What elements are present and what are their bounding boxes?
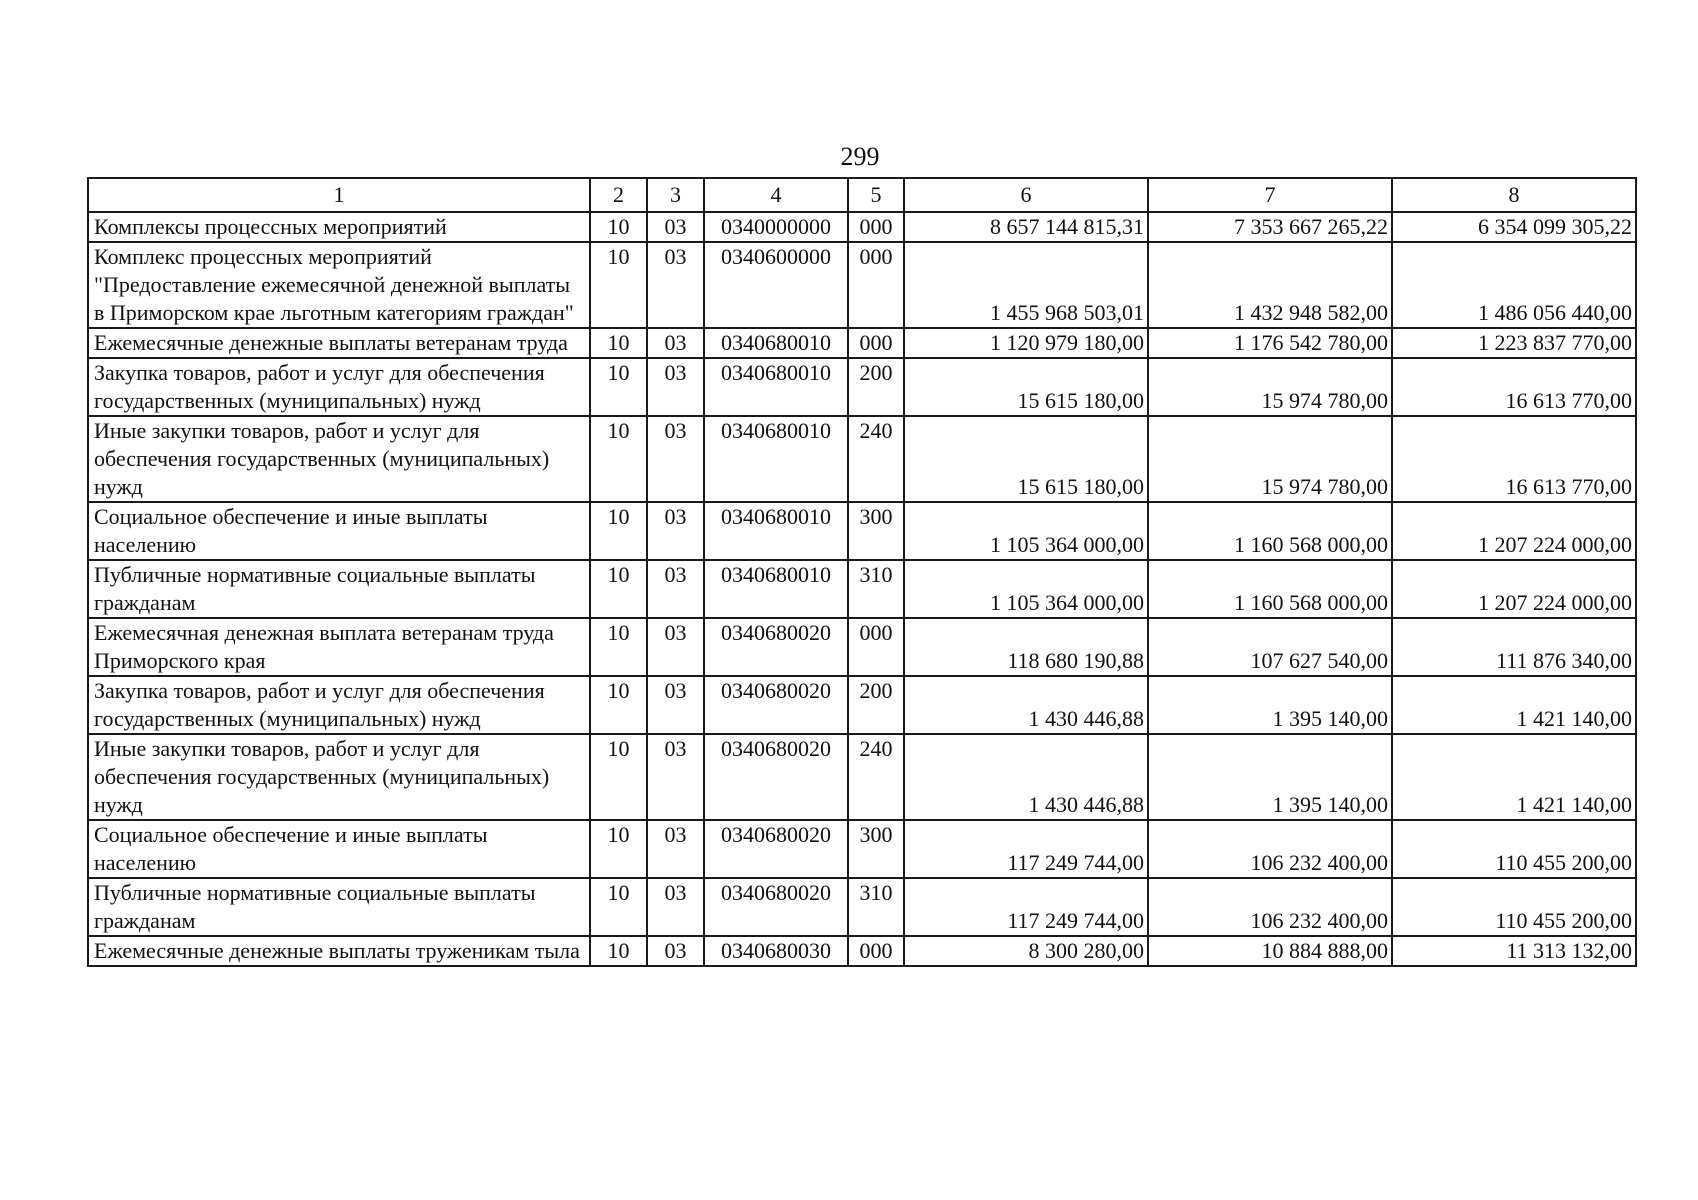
amount-col8-cell: 1 223 837 770,00 [1392,328,1636,358]
row-name-cell: Ежемесячная денежная выплата ветеранам труда Приморского края [88,618,590,676]
amount-col6-cell: 1 105 364 000,00 [904,560,1148,618]
subsection-code-cell: 03 [647,328,704,358]
row-name-cell: Социальное обеспечение и иные выплаты населению [88,502,590,560]
target-article-cell: 0340680020 [704,618,848,676]
row-name-cell: Иные закупки товаров, работ и услуг для обеспечения государственных (муниципальных) нужд [88,734,590,820]
amount-col6-cell: 1 120 979 180,00 [904,328,1148,358]
amount-col7-cell: 1 176 542 780,00 [1148,328,1392,358]
amount-col6-cell: 15 615 180,00 [904,358,1148,416]
row-name-cell: Публичные нормативные социальные выплаты гражданам [88,560,590,618]
amount-col6-cell: 118 680 190,88 [904,618,1148,676]
target-article-cell: 0340000000 [704,212,848,242]
subsection-code-cell: 03 [647,502,704,560]
amount-col7-cell: 1 395 140,00 [1148,676,1392,734]
expense-type-cell: 000 [848,936,904,966]
column-header: 2 [590,178,647,212]
amount-col7-cell: 10 884 888,00 [1148,936,1392,966]
expense-type-cell: 240 [848,416,904,502]
target-article-cell: 0340600000 [704,242,848,328]
table-row [88,416,1636,502]
amount-col7-cell: 15 974 780,00 [1148,358,1392,416]
table-row [88,328,1636,358]
amount-col6-cell: 8 657 144 815,31 [904,212,1148,242]
column-header: 4 [704,178,848,212]
expense-type-cell: 240 [848,734,904,820]
subsection-code-cell: 03 [647,560,704,618]
subsection-code-cell: 03 [647,416,704,502]
expense-type-cell: 310 [848,878,904,936]
amount-col8-cell: 1 486 056 440,00 [1392,242,1636,328]
section-code-cell: 10 [590,560,647,618]
expense-type-cell: 310 [848,560,904,618]
subsection-code-cell: 03 [647,936,704,966]
amount-col8-cell: 1 207 224 000,00 [1392,502,1636,560]
column-header: 6 [904,178,1148,212]
subsection-code-cell: 03 [647,618,704,676]
expense-type-cell: 300 [848,502,904,560]
section-code-cell: 10 [590,416,647,502]
amount-col8-cell: 16 613 770,00 [1392,416,1636,502]
target-article-cell: 0340680010 [704,328,848,358]
amount-col6-cell: 15 615 180,00 [904,416,1148,502]
budget-table [87,177,1637,967]
column-header: 3 [647,178,704,212]
table-row [88,820,1636,878]
target-article-cell: 0340680010 [704,560,848,618]
amount-col8-cell: 1 421 140,00 [1392,676,1636,734]
table-row [88,878,1636,936]
section-code-cell: 10 [590,676,647,734]
section-code-cell: 10 [590,242,647,328]
section-code-cell: 10 [590,734,647,820]
table-row [88,676,1636,734]
target-article-cell: 0340680010 [704,358,848,416]
target-article-cell: 0340680030 [704,936,848,966]
table-row [88,502,1636,560]
amount-col7-cell: 1 395 140,00 [1148,734,1392,820]
table-row [88,212,1636,242]
subsection-code-cell: 03 [647,820,704,878]
column-header: 7 [1148,178,1392,212]
amount-col8-cell: 1 207 224 000,00 [1392,560,1636,618]
row-name-cell: Социальное обеспечение и иные выплаты населению [88,820,590,878]
subsection-code-cell: 03 [647,358,704,416]
subsection-code-cell: 03 [647,878,704,936]
subsection-code-cell: 03 [647,734,704,820]
amount-col7-cell: 1 160 568 000,00 [1148,560,1392,618]
amount-col7-cell: 7 353 667 265,22 [1148,212,1392,242]
expense-type-cell: 200 [848,358,904,416]
amount-col8-cell: 110 455 200,00 [1392,820,1636,878]
amount-col6-cell: 8 300 280,00 [904,936,1148,966]
target-article-cell: 0340680020 [704,878,848,936]
target-article-cell: 0340680010 [704,416,848,502]
table-row [88,618,1636,676]
amount-col7-cell: 1 432 948 582,00 [1148,242,1392,328]
target-article-cell: 0340680020 [704,734,848,820]
column-header: 8 [1392,178,1636,212]
amount-col7-cell: 106 232 400,00 [1148,878,1392,936]
row-name-cell: Публичные нормативные социальные выплаты гражданам [88,878,590,936]
row-name-cell: Комплекс процессных мероприятий "Предоставление ежемесячной денежной выплаты в Приморском крае льготным категориям граждан" [88,242,590,328]
section-code-cell: 10 [590,618,647,676]
expense-type-cell: 000 [848,328,904,358]
expense-type-cell: 000 [848,242,904,328]
page-number: 299 [840,142,880,171]
row-name-cell: Ежемесячные денежные выплаты труженикам тыла [88,936,590,966]
table-row [88,560,1636,618]
target-article-cell: 0340680020 [704,676,848,734]
subsection-code-cell: 03 [647,676,704,734]
table-row [88,242,1636,328]
amount-col7-cell: 1 160 568 000,00 [1148,502,1392,560]
section-code-cell: 10 [590,820,647,878]
amount-col8-cell: 6 354 099 305,22 [1392,212,1636,242]
amount-col8-cell: 11 313 132,00 [1392,936,1636,966]
amount-col6-cell: 117 249 744,00 [904,878,1148,936]
amount-col6-cell: 117 249 744,00 [904,820,1148,878]
column-header: 1 [88,178,590,212]
subsection-code-cell: 03 [647,212,704,242]
table-row [88,358,1636,416]
amount-col8-cell: 110 455 200,00 [1392,878,1636,936]
section-code-cell: 10 [590,936,647,966]
amount-col6-cell: 1 430 446,88 [904,734,1148,820]
expense-type-cell: 300 [848,820,904,878]
section-code-cell: 10 [590,328,647,358]
amount-col7-cell: 106 232 400,00 [1148,820,1392,878]
row-name-cell: Закупка товаров, работ и услуг для обеспечения государственных (муниципальных) нужд [88,676,590,734]
row-name-cell: Закупка товаров, работ и услуг для обеспечения государственных (муниципальных) нужд [88,358,590,416]
section-code-cell: 10 [590,878,647,936]
amount-col8-cell: 111 876 340,00 [1392,618,1636,676]
amount-col6-cell: 1 430 446,88 [904,676,1148,734]
amount-col6-cell: 1 455 968 503,01 [904,242,1148,328]
row-name-cell: Ежемесячные денежные выплаты ветеранам труда [88,328,590,358]
amount-col7-cell: 107 627 540,00 [1148,618,1392,676]
subsection-code-cell: 03 [647,242,704,328]
amount-col8-cell: 1 421 140,00 [1392,734,1636,820]
expense-type-cell: 000 [848,212,904,242]
column-header: 5 [848,178,904,212]
target-article-cell: 0340680020 [704,820,848,878]
section-code-cell: 10 [590,358,647,416]
target-article-cell: 0340680010 [704,502,848,560]
row-name-cell: Иные закупки товаров, работ и услуг для обеспечения государственных (муниципальных) нужд [88,416,590,502]
row-name-cell: Комплексы процессных мероприятий [88,212,590,242]
amount-col7-cell: 15 974 780,00 [1148,416,1392,502]
table-header-row [88,178,1636,212]
table-row [88,734,1636,820]
section-code-cell: 10 [590,212,647,242]
section-code-cell: 10 [590,502,647,560]
amount-col6-cell: 1 105 364 000,00 [904,502,1148,560]
expense-type-cell: 000 [848,618,904,676]
table-row [88,936,1636,966]
amount-col8-cell: 16 613 770,00 [1392,358,1636,416]
expense-type-cell: 200 [848,676,904,734]
